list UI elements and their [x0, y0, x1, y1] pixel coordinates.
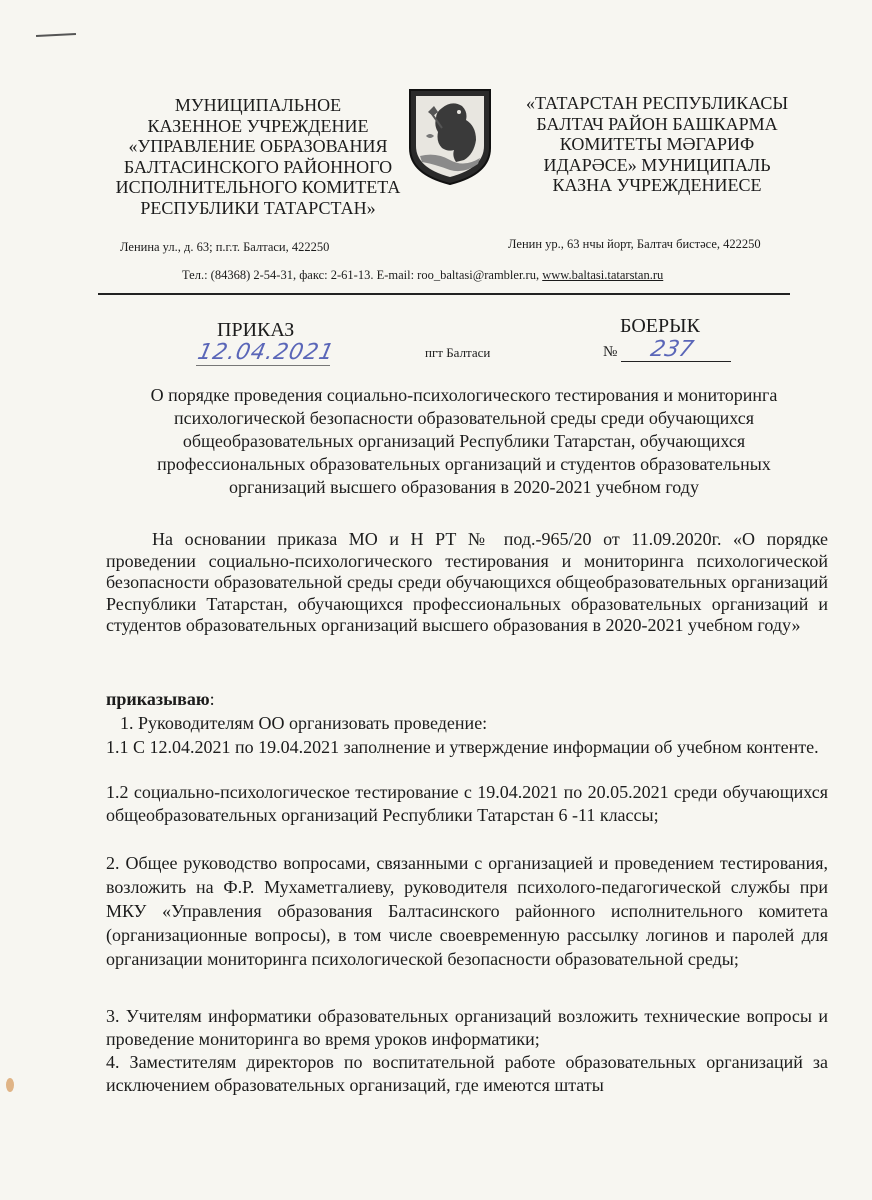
preamble-paragraph: На основании приказа МО и Н РТ № под.-965/20 от 11.09.2020г. «О порядке проведении социально-психологического тестирования и мониторинга психологической безопасности образовательной среды среди обучающихся общеобразовательных организаций Республики Татарстан, обучающихся профессиональных образовательных организаций и студентов образовательных организаций высшего образования в 2020-2021 учебном году» [106, 529, 828, 635]
item-4: 4. Заместителям директоров по воспитательной работе образовательных организаций за исключением образовательных организаций, где имеются штаты [106, 1052, 828, 1095]
paper-stain [6, 1078, 14, 1092]
order-label-tatar: БОЕРЫК [620, 315, 700, 337]
item-1-2: 1.2 социально-психологическое тестирование с 19.04.2021 по 20.05.2021 среди обучающихся общеобразовательных организаций Республики Татарстан 6 -11 классы; [106, 782, 828, 825]
coat-of-arms-emblem [406, 86, 494, 186]
date-underline [196, 365, 330, 366]
decree-word [106, 689, 215, 710]
contacts-line [182, 268, 663, 283]
number-sign: № [603, 344, 618, 360]
org-name-tatar: «ТАТАРСТАН РЕСПУБЛИКАСЫ БАЛТАЧ РАЙОН БАШКАРМА КОМИТЕТЫ МӘГАРИФ ИДАРӘСЕ» МУНИЦИПАЛЬ КАЗНА УЧРЕЖДЕНИЕСЕ [525, 93, 789, 195]
item-1-1: 1.1 С 12.04.2021 по 19.04.2021 заполнение и утверждение информации об учебном контенте. [106, 737, 819, 757]
order-number-handwritten: 237 [648, 337, 696, 362]
order-label-russian: ПРИКАЗ [217, 319, 295, 341]
decree-colon: : [209, 689, 215, 709]
address-tatar: Ленин ур., 63 нчы йорт, Балтач бистәсе, 422250 [508, 237, 761, 251]
website-link[interactable]: www.baltasi.tatarstan.ru [542, 268, 664, 282]
item-3: 3. Учителям информатики образовательных организаций возложить технические вопросы и проведение мониторинга во время уроков информатики; [106, 1006, 828, 1049]
order-place: пгт Балтаси [425, 345, 491, 360]
contacts-text: Тел.: (84368) 2-54-31, факс: 2-61-13. E-mail: roo_baltasi@rambler.ru, [182, 268, 543, 282]
scan-mark [36, 33, 76, 37]
header-divider [98, 293, 790, 295]
decree-text: приказываю [106, 689, 210, 709]
item-1: 1. Руководителям ОО организовать проведение: [120, 713, 488, 733]
address-russian: Ленина ул., д. 63; п.г.т. Балтаси, 422250 [120, 240, 330, 254]
item-2: 2. Общее руководство вопросами, связанными с организацией и проведением тестирования, возложить на Ф.Р. Мухаметгалиеву, руководителя психолого-педагогической службы при МКУ «Управления образования Балтасинского районного исполнительного комитета (организационные вопросы), в том числе своевременную рассылку логинов и паролей для организации мониторинга психологической безопасности образовательной среды; [106, 853, 828, 969]
order-title: О порядке проведения социально-психологического тестирования и мониторинга психологической безопасности образовательной среды среди обучающихся общеобразовательных организаций Республики Татарстан, обучающихся профессиональных образовательных организаций и студентов образовательных организаций высшего образования в 2020-2021 учебном году [150, 385, 778, 497]
org-name-russian: МУНИЦИПАЛЬНОЕ КАЗЕННОЕ УЧРЕЖДЕНИЕ «УПРАВЛЕНИЕ ОБРАЗОВАНИЯ БАЛТАСИНСКОГО РАЙОННОГО ИСПОЛНИТЕЛЬНОГО КОМИТЕТА РЕСПУБЛИКИ ТАТАРСТАН» [115, 95, 401, 218]
order-date-handwritten: 12.04.2021 [195, 340, 337, 365]
